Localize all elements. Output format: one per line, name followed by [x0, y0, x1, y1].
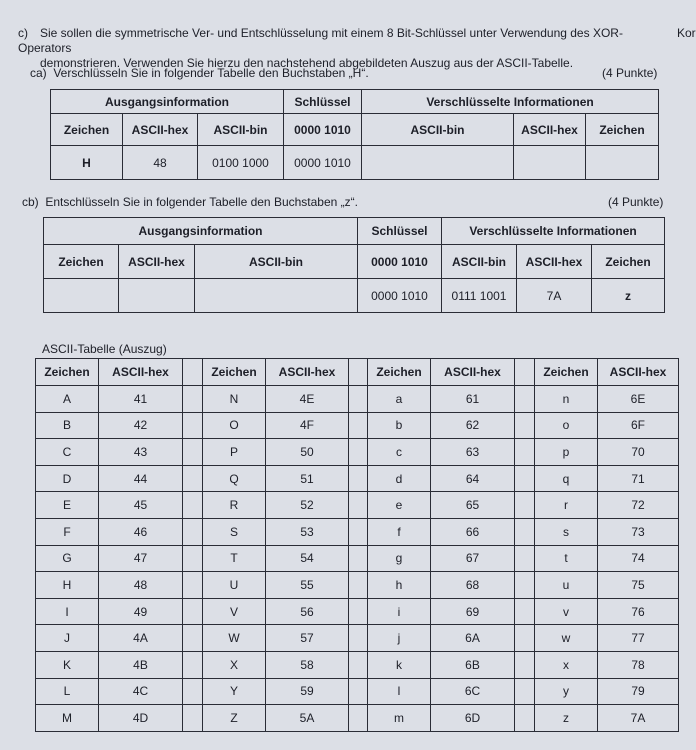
ascii-hex-cell: 76: [598, 598, 679, 625]
table-row: [36, 386, 679, 413]
ascii-char-cell: O: [203, 412, 266, 439]
ascii-hex-cell: 4E: [266, 386, 349, 413]
ascii-hex-cell: 78: [598, 651, 679, 678]
ascii-char-cell: x: [535, 651, 598, 678]
task-intro: [18, 26, 638, 71]
ascii-hex-cell: 44: [99, 465, 183, 492]
ascii-spacer: [515, 359, 535, 386]
ascii-spacer: [515, 492, 535, 519]
ascii-spacer: [183, 412, 203, 439]
encrypt-cell-key: 0000 1010: [284, 146, 362, 180]
ascii-header-hex-1: ASCII-hex: [99, 359, 183, 386]
subtask-ca-heading: [30, 66, 369, 80]
ascii-char-cell: d: [368, 465, 431, 492]
ascii-hex-cell: 6E: [598, 386, 679, 413]
ascii-spacer: [515, 386, 535, 413]
decrypt-cell-enc-hex: 7A: [517, 279, 592, 313]
decrypt-cell-enc-char: z: [592, 279, 665, 313]
ascii-char-cell: C: [36, 439, 99, 466]
ascii-spacer: [183, 545, 203, 572]
ascii-header-char-3: Zeichen: [368, 359, 431, 386]
ascii-header-hex-4: ASCII-hex: [598, 359, 679, 386]
encrypt-col-result-hex: ASCII-hex: [514, 114, 586, 146]
ascii-char-cell: I: [36, 598, 99, 625]
ascii-char-cell: r: [535, 492, 598, 519]
subtask-cb-heading: [22, 195, 358, 209]
ascii-spacer: [349, 598, 368, 625]
ascii-spacer: [183, 439, 203, 466]
ascii-hex-cell: 49: [99, 598, 183, 625]
ascii-hex-cell: 4A: [99, 625, 183, 652]
ascii-header-char-1: Zeichen: [36, 359, 99, 386]
ascii-char-cell: j: [368, 625, 431, 652]
table-row: [36, 545, 679, 572]
ascii-hex-cell: 4D: [99, 705, 183, 732]
ascii-spacer: [183, 625, 203, 652]
encrypt-table: [50, 89, 659, 180]
ascii-hex-cell: 77: [598, 625, 679, 652]
ascii-hex-cell: 71: [598, 465, 679, 492]
ascii-hex-cell: 54: [266, 545, 349, 572]
ascii-spacer: [183, 492, 203, 519]
ascii-char-cell: G: [36, 545, 99, 572]
ascii-spacer: [183, 465, 203, 492]
ascii-hex-cell: 64: [431, 465, 515, 492]
ascii-char-cell: i: [368, 598, 431, 625]
ascii-header-char-2: Zeichen: [203, 359, 266, 386]
decrypt-group-key: Schlüssel: [358, 218, 442, 245]
ascii-hex-cell: 61: [431, 386, 515, 413]
ascii-char-cell: W: [203, 625, 266, 652]
ascii-table-caption: ASCII-Tabelle (Auszug): [42, 342, 167, 356]
ascii-spacer: [349, 518, 368, 545]
ascii-char-cell: J: [36, 625, 99, 652]
ascii-char-cell: Z: [203, 705, 266, 732]
ascii-char-cell: a: [368, 386, 431, 413]
encrypt-col-char: Zeichen: [51, 114, 123, 146]
ascii-spacer: [183, 518, 203, 545]
ascii-char-cell: F: [36, 518, 99, 545]
ascii-hex-cell: 5A: [266, 705, 349, 732]
ascii-hex-cell: 6A: [431, 625, 515, 652]
ascii-hex-cell: 47: [99, 545, 183, 572]
ascii-hex-cell: 72: [598, 492, 679, 519]
ascii-hex-cell: 59: [266, 678, 349, 705]
subtask-cb-label: cb): [22, 195, 39, 209]
ascii-table: [35, 358, 679, 732]
decrypt-col-bin: ASCII-bin: [195, 245, 358, 279]
ascii-table-body: [36, 386, 679, 732]
ascii-hex-cell: 62: [431, 412, 515, 439]
ascii-hex-cell: 73: [598, 518, 679, 545]
ascii-header-hex-2: ASCII-hex: [266, 359, 349, 386]
ascii-char-cell: D: [36, 465, 99, 492]
encrypt-group-result: Verschlüsselte Informationen: [362, 90, 659, 114]
ascii-hex-cell: 58: [266, 651, 349, 678]
ascii-char-cell: v: [535, 598, 598, 625]
ascii-char-cell: t: [535, 545, 598, 572]
ascii-char-cell: u: [535, 572, 598, 599]
ascii-hex-cell: 74: [598, 545, 679, 572]
ascii-spacer: [515, 598, 535, 625]
decrypt-cell-key: 0000 1010: [358, 279, 442, 313]
decrypt-answer-bin[interactable]: [195, 279, 358, 313]
ascii-char-cell: X: [203, 651, 266, 678]
encrypt-group-source: Ausgangsinformation: [51, 90, 284, 114]
ascii-char-cell: V: [203, 598, 266, 625]
encrypt-answer-bin[interactable]: [362, 146, 514, 180]
ascii-char-cell: Q: [203, 465, 266, 492]
ascii-char-cell: f: [368, 518, 431, 545]
task-label: c): [18, 26, 28, 40]
ascii-hex-cell: 67: [431, 545, 515, 572]
ascii-spacer: [349, 705, 368, 732]
ascii-spacer: [349, 492, 368, 519]
decrypt-answer-hex[interactable]: [119, 279, 195, 313]
ascii-hex-cell: 7A: [598, 705, 679, 732]
subtask-ca-text: Verschlüsseln Sie in folgender Tabelle den Buchstaben „H“.: [53, 66, 369, 80]
decrypt-answer-char[interactable]: [44, 279, 119, 313]
ascii-spacer: [349, 439, 368, 466]
ascii-spacer: [349, 651, 368, 678]
ascii-hex-cell: 41: [99, 386, 183, 413]
ascii-hex-cell: 69: [431, 598, 515, 625]
ascii-spacer: [515, 412, 535, 439]
ascii-char-cell: E: [36, 492, 99, 519]
table-row: [36, 705, 679, 732]
ascii-hex-cell: 43: [99, 439, 183, 466]
encrypt-col-result-bin: ASCII-bin: [362, 114, 514, 146]
ascii-char-cell: P: [203, 439, 266, 466]
table-row: [36, 625, 679, 652]
task-intro-line2: demonstrieren. Verwenden Sie hierzu den nachstehend abgebildeten Auszug aus der ASCII-Tabelle.: [40, 56, 574, 70]
subtask-ca-points: (4 Punkte): [602, 66, 658, 80]
decrypt-group-result: Verschlüsselte Informationen: [442, 218, 665, 245]
encrypt-answer-hex[interactable]: [514, 146, 586, 180]
decrypt-col-enc-hex: ASCII-hex: [517, 245, 592, 279]
ascii-hex-cell: 70: [598, 439, 679, 466]
ascii-hex-cell: 48: [99, 572, 183, 599]
decrypt-col-hex: ASCII-hex: [119, 245, 195, 279]
encrypt-col-key: 0000 1010: [284, 114, 362, 146]
decrypt-col-char: Zeichen: [44, 245, 119, 279]
ascii-char-cell: m: [368, 705, 431, 732]
ascii-char-cell: w: [535, 625, 598, 652]
ascii-char-cell: h: [368, 572, 431, 599]
ascii-char-cell: R: [203, 492, 266, 519]
subtask-cb-points: (4 Punkte): [608, 195, 664, 209]
encrypt-group-key: Schlüssel: [284, 90, 362, 114]
ascii-hex-cell: 4C: [99, 678, 183, 705]
ascii-hex-cell: 6B: [431, 651, 515, 678]
ascii-spacer: [349, 678, 368, 705]
ascii-spacer: [515, 439, 535, 466]
ascii-hex-cell: 75: [598, 572, 679, 599]
ascii-spacer: [349, 386, 368, 413]
ascii-hex-cell: 66: [431, 518, 515, 545]
decrypt-col-enc-char: Zeichen: [592, 245, 665, 279]
ascii-char-cell: g: [368, 545, 431, 572]
ascii-char-cell: s: [535, 518, 598, 545]
ascii-hex-cell: 4B: [99, 651, 183, 678]
ascii-spacer: [183, 386, 203, 413]
ascii-char-cell: e: [368, 492, 431, 519]
ascii-char-cell: M: [36, 705, 99, 732]
ascii-spacer: [349, 359, 368, 386]
ascii-char-cell: y: [535, 678, 598, 705]
ascii-hex-cell: 63: [431, 439, 515, 466]
ascii-char-cell: S: [203, 518, 266, 545]
decrypt-cell-enc-bin: 0111 1001: [442, 279, 517, 313]
ascii-hex-cell: 46: [99, 518, 183, 545]
ascii-spacer: [349, 465, 368, 492]
ascii-char-cell: N: [203, 386, 266, 413]
table-row: [36, 598, 679, 625]
table-row: [36, 678, 679, 705]
ascii-char-cell: c: [368, 439, 431, 466]
subtask-cb-text: Entschlüsseln Sie in folgender Tabelle den Buchstaben „z“.: [45, 195, 358, 209]
ascii-spacer: [349, 545, 368, 572]
table-row: [36, 412, 679, 439]
ascii-spacer: [515, 465, 535, 492]
ascii-spacer: [349, 572, 368, 599]
ascii-spacer: [515, 678, 535, 705]
encrypt-col-result-char: Zeichen: [586, 114, 659, 146]
ascii-spacer: [183, 598, 203, 625]
ascii-char-cell: z: [535, 705, 598, 732]
ascii-hex-cell: 6D: [431, 705, 515, 732]
ascii-char-cell: l: [368, 678, 431, 705]
ascii-spacer: [183, 572, 203, 599]
ascii-hex-cell: 50: [266, 439, 349, 466]
ascii-spacer: [515, 651, 535, 678]
ascii-hex-cell: 65: [431, 492, 515, 519]
decrypt-col-enc-bin: ASCII-bin: [442, 245, 517, 279]
encrypt-cell-hex: 48: [123, 146, 198, 180]
ascii-char-cell: n: [535, 386, 598, 413]
ascii-char-cell: H: [36, 572, 99, 599]
subtask-ca-label: ca): [30, 66, 47, 80]
ascii-char-cell: b: [368, 412, 431, 439]
ascii-spacer: [515, 572, 535, 599]
encrypt-cell-bin: 0100 1000: [198, 146, 284, 180]
ascii-hex-cell: 4F: [266, 412, 349, 439]
ascii-spacer: [349, 625, 368, 652]
ascii-hex-cell: 6C: [431, 678, 515, 705]
table-row: [36, 439, 679, 466]
ascii-hex-cell: 42: [99, 412, 183, 439]
ascii-hex-cell: 56: [266, 598, 349, 625]
decrypt-col-key: 0000 1010: [358, 245, 442, 279]
ascii-char-cell: k: [368, 651, 431, 678]
ascii-hex-cell: 79: [598, 678, 679, 705]
ascii-hex-cell: 55: [266, 572, 349, 599]
encrypt-col-bin: ASCII-bin: [198, 114, 284, 146]
ascii-char-cell: q: [535, 465, 598, 492]
encrypt-col-hex: ASCII-hex: [123, 114, 198, 146]
ascii-spacer: [515, 705, 535, 732]
ascii-hex-cell: 68: [431, 572, 515, 599]
table-row: [36, 465, 679, 492]
ascii-header-char-4: Zeichen: [535, 359, 598, 386]
ascii-char-cell: p: [535, 439, 598, 466]
table-row: [36, 492, 679, 519]
ascii-hex-cell: 53: [266, 518, 349, 545]
cutoff-text: Kor: [677, 26, 696, 40]
task-intro-line1: Sie sollen die symmetrische Ver- und Entschlüsselung mit einem 8 Bit-Schlüssel unter Verwendung des XOR-Operators: [18, 26, 623, 55]
ascii-char-cell: L: [36, 678, 99, 705]
table-row: [36, 518, 679, 545]
table-row: [36, 651, 679, 678]
ascii-hex-cell: 57: [266, 625, 349, 652]
ascii-char-cell: A: [36, 386, 99, 413]
ascii-char-cell: K: [36, 651, 99, 678]
ascii-spacer: [515, 625, 535, 652]
ascii-spacer: [183, 705, 203, 732]
ascii-char-cell: U: [203, 572, 266, 599]
ascii-spacer: [183, 678, 203, 705]
ascii-char-cell: Y: [203, 678, 266, 705]
ascii-hex-cell: 6F: [598, 412, 679, 439]
decrypt-table: [43, 217, 665, 313]
ascii-char-cell: B: [36, 412, 99, 439]
ascii-char-cell: o: [535, 412, 598, 439]
encrypt-answer-char[interactable]: [586, 146, 659, 180]
ascii-header-hex-3: ASCII-hex: [431, 359, 515, 386]
ascii-spacer: [515, 518, 535, 545]
ascii-hex-cell: 51: [266, 465, 349, 492]
ascii-spacer: [183, 651, 203, 678]
ascii-hex-cell: 52: [266, 492, 349, 519]
decrypt-group-source: Ausgangsinformation: [44, 218, 358, 245]
ascii-spacer: [183, 359, 203, 386]
ascii-hex-cell: 45: [99, 492, 183, 519]
ascii-char-cell: T: [203, 545, 266, 572]
ascii-spacer: [515, 545, 535, 572]
ascii-spacer: [349, 412, 368, 439]
encrypt-cell-char: H: [51, 146, 123, 180]
table-row: [36, 572, 679, 599]
